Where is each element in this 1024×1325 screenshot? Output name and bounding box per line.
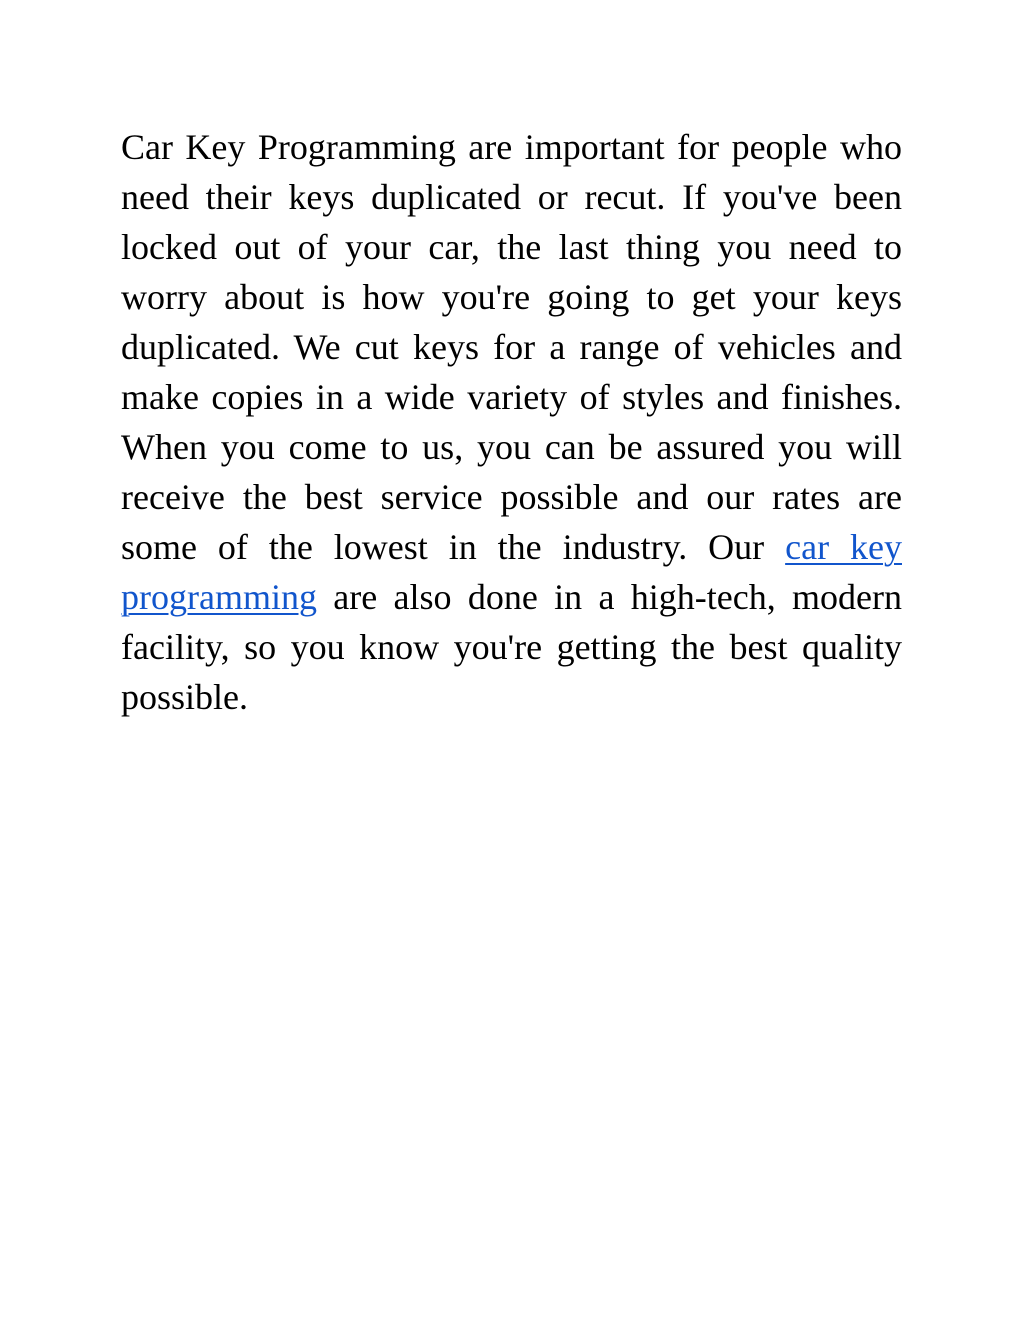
paragraph-text-before-link: Car Key Programming are important for people who need their keys duplicated or recut. If you've been locked out of your car, the last thing you need to worry about is how you're going to get your keys duplicated. We cut keys for a range of vehicles and make copies in a wide variety of styles and finishes. When you come to us, you can be assured you will receive the best service possible and our rates are some of the lowest in the industry. Our bbox=[121, 127, 902, 567]
body-paragraph bbox=[121, 122, 902, 722]
paragraph-text-after-link: are also done in a high-tech, modern facility, so you know you're getting the best quality possible. bbox=[121, 577, 902, 717]
car-key-programming-link[interactable]: car key programming bbox=[121, 527, 902, 617]
